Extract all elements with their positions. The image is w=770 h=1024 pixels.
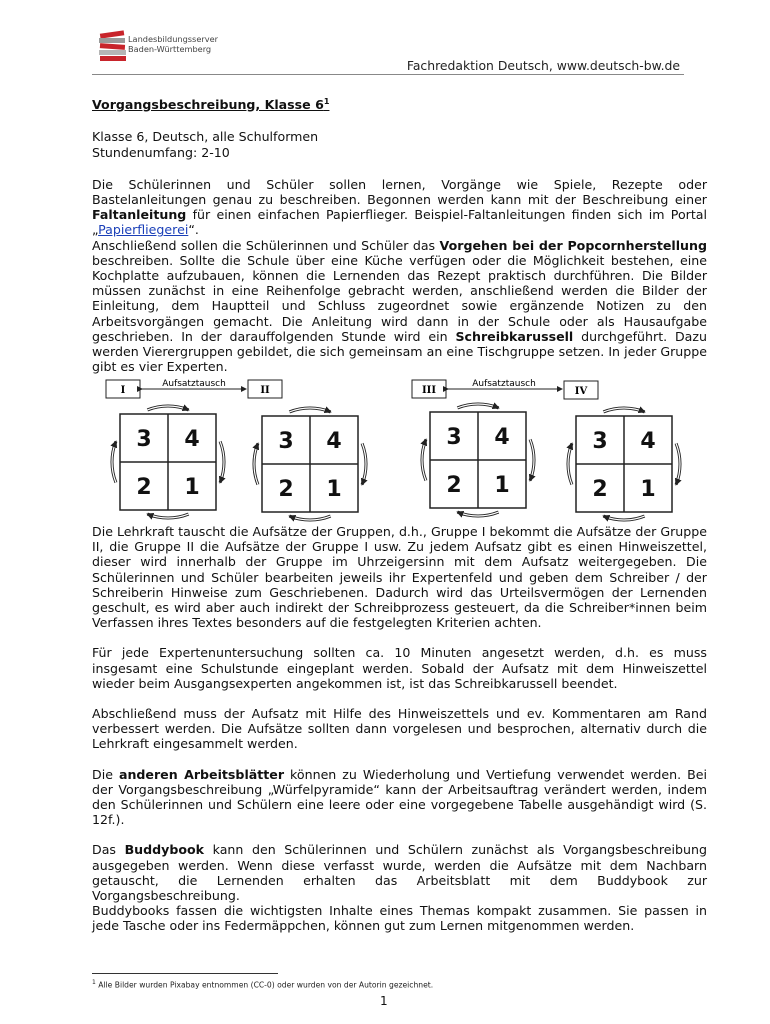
paragraph-7: Das Buddybook kann den Schülerinnen und Schülern zunächst als Vorgangsbeschreibung ausgegeben werden. Wenn diese verfasst wurde, werden die Aufsätze mit dem Nachbarn getauscht, die Lernenden erhalten das Arbeitsblatt mit dem Buddybook zur Vorgangsbeschreibung. — [92, 842, 708, 904]
expert-number-1: 1 — [640, 477, 656, 502]
title-text: Vorgangsbeschreibung, Klasse 6 — [92, 97, 324, 113]
schreibkarussell-diagram — [92, 372, 712, 522]
paragraph-1: Die Schülerinnen und Schüler sollen lernen, Vorgänge wie Spiele, Rezepte oder Bastelanleitungen genau zu beschreiben. Begonnen werden kann mit der Beschreibung einer Faltanleitung für einen einfachen Papierflieger. Beispiel-Faltanleitungen finden sich im Portal „Papierfliegerei“. — [92, 176, 707, 238]
lower-content — [92, 524, 707, 934]
expert-number-1: 1 — [184, 475, 200, 500]
expert-number-3: 3 — [278, 429, 294, 454]
expert-number-4: 4 — [326, 429, 342, 454]
header-site-info: Fachredaktion Deutsch, www.deutsch-bw.de — [406, 58, 680, 73]
group-label-i: I — [120, 385, 126, 396]
main-content — [92, 94, 707, 374]
paragraph-2: Anschließend sollen die Schülerinnen und Schüler das Vorgehen bei der Popcornherstellung beschreiben. Sollte die Schule über eine Küche verfügen oder die Möglichkeit bestehen, eine Kochplatte aufzubauen, können die Lernenden das Rezept praktisch durchführen. Die Bilder müssen zunächst in eine Reihenfolge gebracht werden, anschließend werden die Bilder der Einleitung, dem Hauptteil und Schluss zugeordnet sowie ergänzende Notizen zu den Arbeitsvorgängen gemacht. Die Anleitung wird dann in der Schule oder als Hausaufgabe geschrieben. In der darauffolgenden Stunde wird ein Schreibkarussell durchgeführt. Dazu werden Vierergruppen gebildet, die sich gemeinsam an eine Tischgruppe setzen. In jeder Gruppe gibt es vier Experten. — [92, 237, 708, 375]
expert-number-2: 2 — [278, 477, 294, 502]
expert-number-4: 4 — [494, 425, 510, 450]
footnote: $^1$ Alle Bilder wurden Pixabay entnommen (CC-0) oder wurden von der Autorin gezeichnet. — [92, 979, 434, 990]
group-grid-3 — [422, 404, 534, 516]
logo-text — [128, 34, 218, 54]
expert-number-4: 4 — [184, 427, 200, 452]
meta-hours: Stundenumfang: 2-10 — [92, 144, 230, 160]
group-rotation-diagram — [92, 372, 712, 522]
group-label-ii: II — [260, 385, 270, 396]
meta-class: Klasse 6, Deutsch, alle Schulformen — [92, 129, 319, 145]
exchange-label-2: Aufsatztausch — [472, 379, 536, 389]
group-label-iv: IV — [574, 386, 588, 397]
exchange-iii-iv — [412, 379, 598, 399]
page-number: 1 — [380, 994, 388, 1008]
paragraph-6: Die anderen Arbeitsblätter können zu Wiederholung und Vertiefung verwendet werden. Bei der Vorgangsbeschreibung „Würfelpyramide“ kann der Arbeitsauftrag verändert werden, indem den Schülerinnen und Schülern eine leere oder eine vorgegebene Tabelle ausgehändigt wird (S. 12f.). — [92, 766, 707, 828]
logo-line-1: Landesbildungsserver — [128, 34, 218, 44]
meta-info — [92, 129, 707, 159]
expert-number-3: 3 — [446, 425, 462, 450]
paragraph-8: Buddybooks fassen die wichtigsten Inhalte eines Themas kompakt zusammen. Sie passen in jede Tasche oder ins Federmäppchen, können gut zum Lernen mitgenommen werden. — [92, 903, 707, 934]
expert-number-3: 3 — [136, 427, 152, 452]
expert-number-2: 2 — [446, 473, 462, 498]
page-title — [92, 94, 707, 112]
exchange-label-1: Aufsatztausch — [162, 379, 226, 389]
expert-number-1: 1 — [326, 477, 342, 502]
logo-line-2: Baden-Württemberg — [128, 44, 212, 54]
exchange-i-ii — [106, 379, 282, 398]
paragraph-5: Abschließend muss der Aufsatz mit Hilfe des Hinweiszettels und ev. Kommentaren am Rand verbessert werden. Die Aufsätze sollten dann vorgelesen und besprochen, alternativ durch die Lehrkraft eingesammelt werden. — [92, 706, 707, 752]
expert-number-2: 2 — [136, 475, 152, 500]
group-grid-2 — [254, 408, 366, 520]
books-logo-icon — [96, 28, 130, 64]
group-label-iii: III — [421, 385, 437, 396]
paragraph-4: Für jede Expertenuntersuchung sollten ca. 10 Minuten angesetzt werden, d.h. es muss insgesamt eine Schulstunde eingeplant werden. Sobald der Aufsatz mit dem Hinweiszettel wieder beim Ausgangsexperten angekommen ist, ist das Schreibkarussell beendet. — [92, 645, 707, 691]
expert-number-3: 3 — [592, 429, 608, 454]
group-grid-1 — [112, 406, 224, 518]
expert-number-2: 2 — [592, 477, 608, 502]
expert-number-4: 4 — [640, 429, 656, 454]
papierfliegerei-link[interactable]: Papierfliegerei — [98, 222, 189, 238]
header-divider — [92, 74, 684, 75]
paragraph-3: Die Lehrkraft tauscht die Aufsätze der Gruppen, d.h., Gruppe I bekommt die Aufsätze der Gruppe II, die Gruppe II die Aufsätze der Gruppe I usw. Zu jedem Aufsatz gibt es einen Hinweiszettel, dieser wird innerhalb der Gruppe im Uhrzeigersinn mit dem Aufsatz weitergegeben. Die Schülerinnen und Schüler bearbeiten jeweils ihr Expertenfeld und geben dem Schreiber / der Schreiberin Hinweise zum Geschriebenen. Dadurch wird das Urteilsvermögen der Lernenden geschult, es wird aber auch indirekt der Schreibprozess gesteuert, da die Schreiber*innen beim Verfassen ihres Textes besonders auf die festgelegten Kriterien achten. — [92, 524, 707, 631]
group-grid-4 — [568, 408, 680, 520]
footnote-ref: 1 — [323, 97, 330, 106]
expert-number-1: 1 — [494, 473, 510, 498]
footnote-divider — [92, 973, 278, 974]
